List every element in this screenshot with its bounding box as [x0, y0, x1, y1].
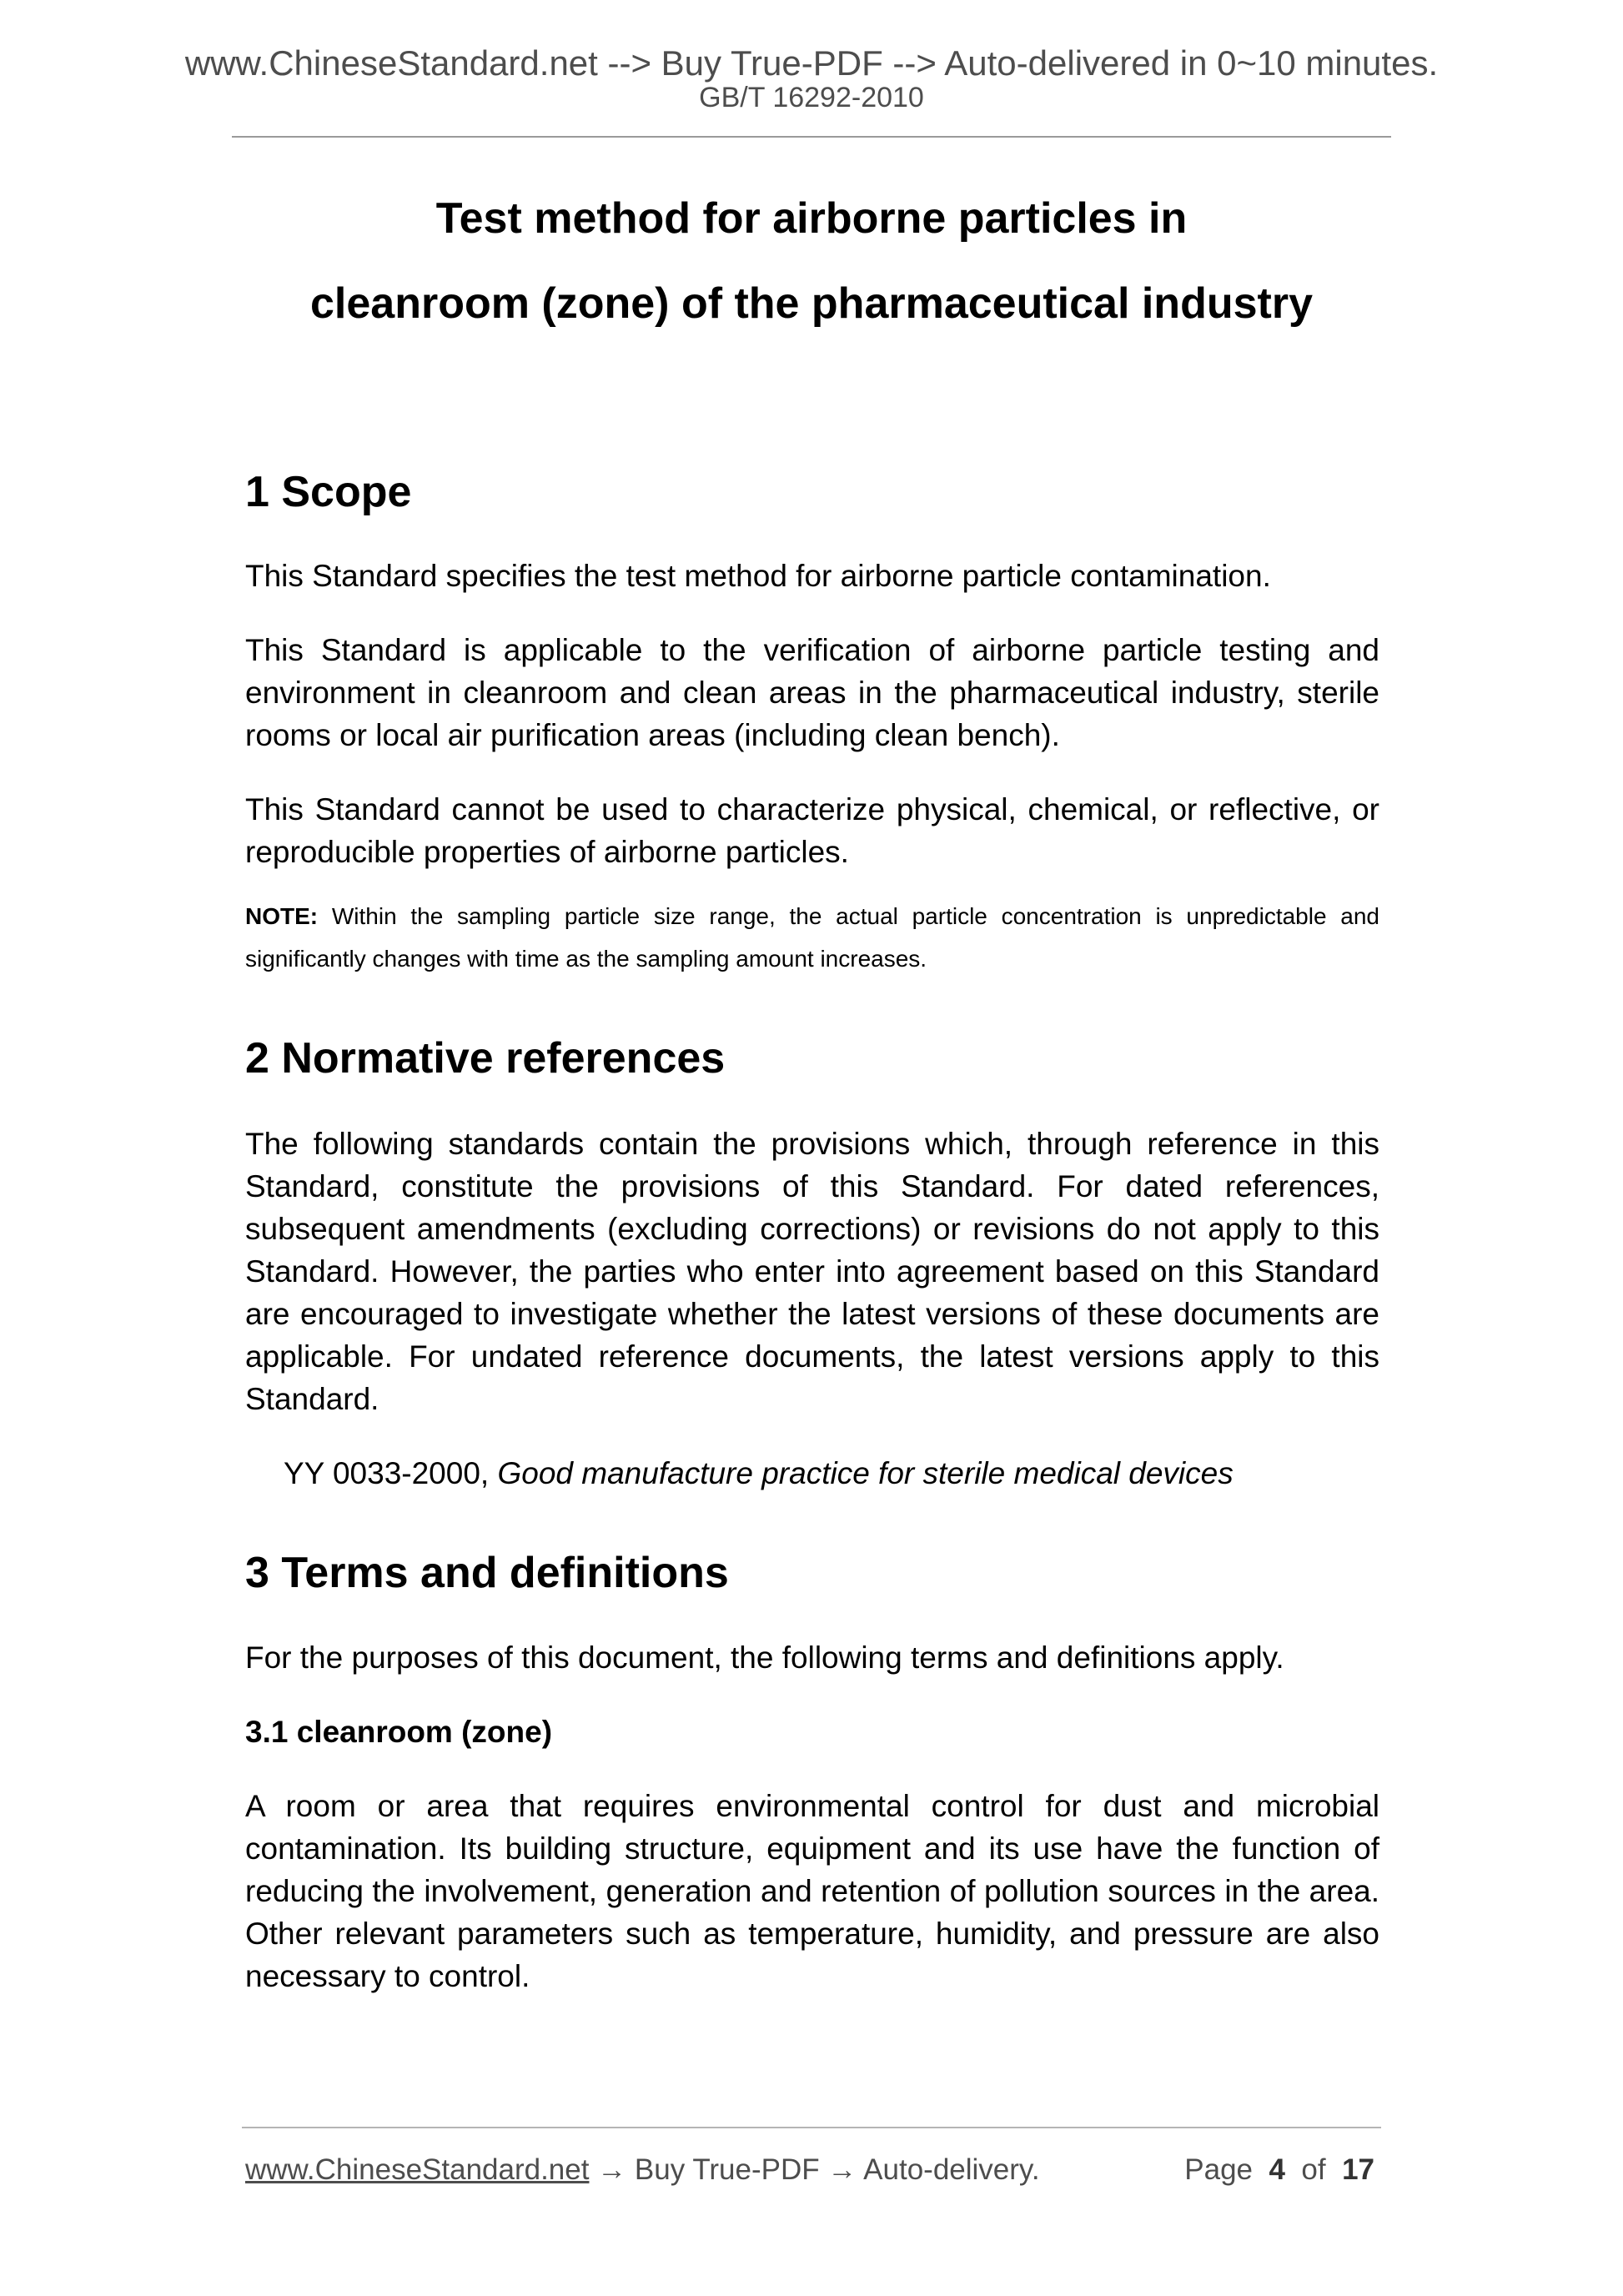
standard-code: GB/T 16292-2010 — [699, 82, 924, 113]
normative-paragraph: The following standards contain the provisions which, through reference in this Standard, constitute the provisions of this Standard. For dated references, subsequent amendments (excluding corrections) or revisions do not apply to this Standard. However, the parties who enter into agreement based on this Standard are encouraged to investigate whether the latest versions of these documents are applicable. For undated reference documents, the latest versions apply to this Standard. — [245, 1127, 1379, 1416]
scope-paragraph-1: This Standard specifies the test method for airborne particle contamination. — [245, 559, 1271, 593]
section-heading-scope: 1 Scope — [245, 468, 412, 516]
main-content — [245, 467, 1379, 1997]
terms-intro-paragraph: For the purposes of this document, the following terms and definitions apply. — [245, 1640, 1284, 1675]
page-total: 17 — [1342, 2153, 1374, 2186]
normative-reference-item — [245, 1452, 1379, 1495]
document-title-line-2: cleanroom (zone) of the pharmaceutical industry — [310, 279, 1313, 328]
term-heading-cleanroom: 3.1 cleanroom (zone) — [245, 1715, 553, 1749]
scope-paragraph-2: This Standard is applicable to the verification of airborne particle testing and environment in cleanroom and clean areas in the pharmaceutical industry, sterile rooms or local air purification areas (including clean bench). — [245, 633, 1379, 752]
page-indicator — [1184, 2152, 1374, 2188]
footer-divider — [242, 2127, 1381, 2128]
reference-title: Good manufacture practice for sterile medical devices — [497, 1456, 1234, 1490]
footer-promo — [245, 2152, 1040, 2188]
footer-promo-text: → Buy True-PDF → Auto-delivery. — [589, 2153, 1040, 2186]
scope-paragraph-3: This Standard cannot be used to characterize physical, chemical, or reflective, or reproducible properties of airborne particles. — [245, 792, 1379, 869]
page-current: 4 — [1269, 2153, 1285, 2186]
page-of-label: of — [1301, 2153, 1326, 2186]
term-definition-cleanroom: A room or area that requires environmental control for dust and microbial contamination. Its building structure, equipment and its use have the function of reducing the involvement, generation and retention of pollution sources in the area. Other relevant parameters such as temperature, humidity, and pressure are also necessary to control. — [245, 1789, 1379, 1993]
note-text: Within the sampling particle size range, the actual particle concentration is unpredictable and significantly changes with time as the sampling amount increases. — [245, 903, 1379, 972]
header-divider — [232, 136, 1391, 138]
top-banner: www.ChineseStandard.net --> Buy True-PDF --> Auto-delivered in 0~10 minutes. — [184, 43, 1439, 83]
reference-code: YY 0033-2000, — [284, 1456, 498, 1490]
scope-note — [245, 895, 1379, 980]
footer-link[interactable]: www.ChineseStandard.net — [245, 2153, 590, 2186]
section-heading-terms-definitions: 3 Terms and definitions — [245, 1549, 729, 1597]
note-label: NOTE: — [245, 903, 319, 929]
document-title-line-1: Test method for airborne particles in — [435, 194, 1188, 243]
page-label: Page — [1184, 2153, 1254, 2186]
section-heading-normative-references: 2 Normative references — [245, 1034, 726, 1083]
